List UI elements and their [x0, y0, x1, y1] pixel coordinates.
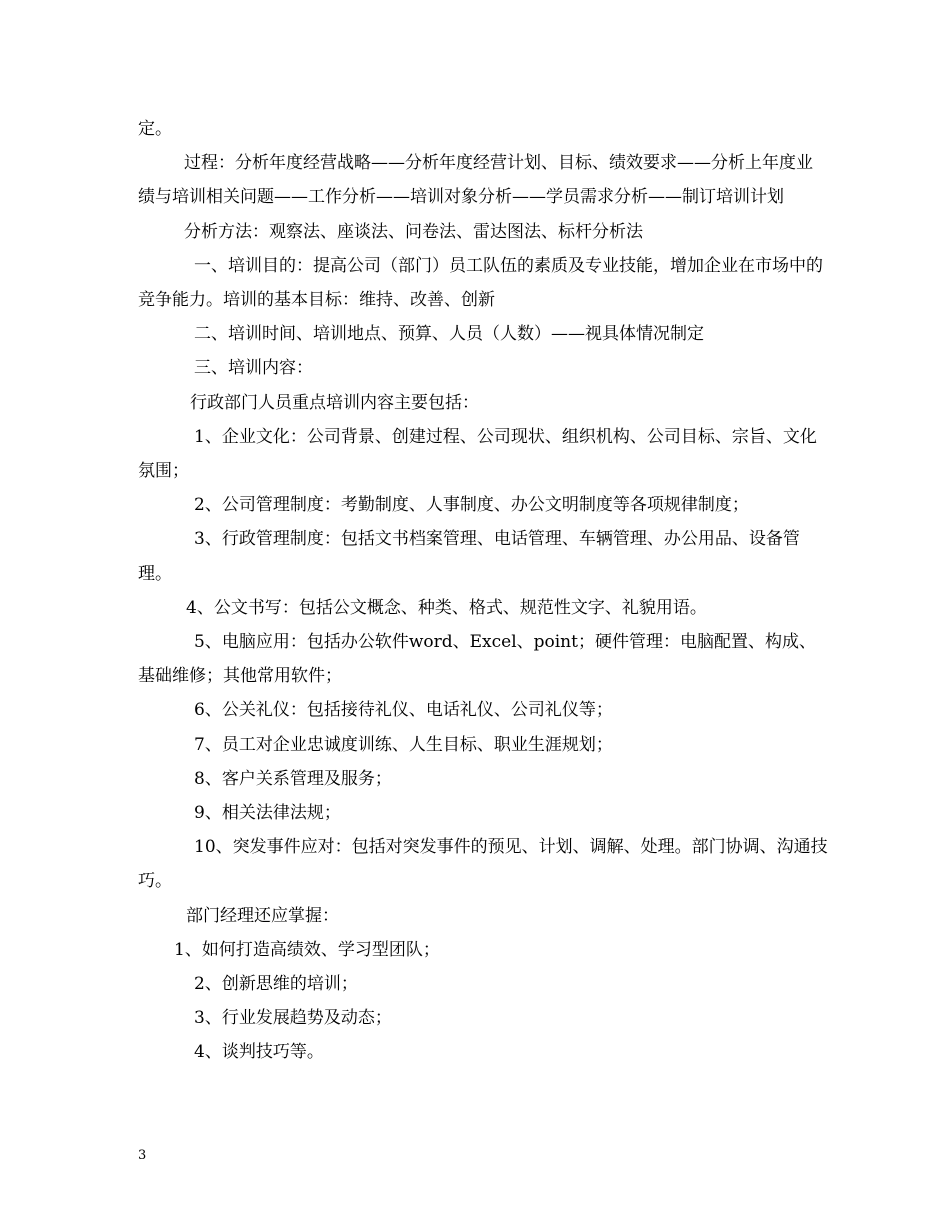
list-item-laws: 9、相关法律法规； — [194, 803, 341, 824]
list-item-loyalty-training: 7、员工对企业忠诚度训练、人生目标、职业生涯规划； — [194, 734, 613, 755]
list-item-corporate-culture: 1、企业文化：公司背景、创建过程、公司现状、组织机构、公司目标、宗旨、文化氛围； — [138, 426, 817, 482]
paragraph-process: 过程：分析年度经营战略——分析年度经营计划、目标、绩效要求——分析上年度业绩与培训相关问题——工作分析——培训对象分析——学员需求分析——制订培训计划 — [138, 153, 813, 208]
list-item-document-writing: 4、公文书写：包括公文概念、种类、格式、规范性文字、礼貌用语。 — [186, 597, 707, 618]
paragraph-analysis-methods: 分析方法：观察法、座谈法、问卷法、雷达图法、标杆分析法 — [184, 221, 643, 242]
paragraph-training-content-heading: 三、培训内容： — [194, 358, 313, 379]
list-item-management-system: 2、公司管理制度：考勤制度、人事制度、办公文明制度等各项规律制度； — [194, 495, 749, 516]
paragraph-admin-content-intro: 行政部门人员重点培训内容主要包括： — [190, 392, 479, 413]
list-item-industry-trends: 3、行业发展趋势及动态； — [194, 1008, 392, 1029]
list-item-admin-system: 3、行政管理制度：包括文书档案管理、电话管理、车辆管理、办公用品、设备管理。 — [138, 529, 800, 584]
paragraph-training-purpose: 一、培训目的：提高公司（部门）员工队伍的素质及专业技能，增加企业在市场中的竞争能力。培训的基本目标：维持、改善、创新 — [138, 255, 823, 311]
paragraph-continuation: 定。 — [138, 119, 172, 139]
page-number: 3 — [138, 1148, 147, 1163]
paragraph-manager-skills-intro: 部门经理还应掌握： — [186, 905, 339, 926]
paragraph-training-time: 二、培训时间、培训地点、预算、人员（人数）——视具体情况制定 — [194, 324, 704, 345]
list-item-etiquette: 6、公关礼仪：包括接待礼仪、电话礼仪、公司礼仪等； — [194, 700, 613, 721]
list-item-computer-skills: 5、电脑应用：包括办公软件word、Excel、point；硬件管理：电脑配置、构成、基础维修；其他常用软件； — [138, 632, 816, 687]
list-item-customer-relations: 8、客户关系管理及服务； — [194, 768, 392, 789]
list-item-innovative-thinking: 2、创新思维的培训； — [194, 974, 358, 995]
list-item-negotiation: 4、谈判技巧等。 — [194, 1042, 324, 1063]
page-body — [138, 112, 828, 1070]
list-item-team-building: 1、如何打造高绩效、学习型团队； — [174, 939, 440, 960]
list-item-emergency-response: 10、突发事件应对：包括对突发事件的预见、计划、调解、处理。部门协调、沟通技巧。 — [138, 837, 828, 892]
